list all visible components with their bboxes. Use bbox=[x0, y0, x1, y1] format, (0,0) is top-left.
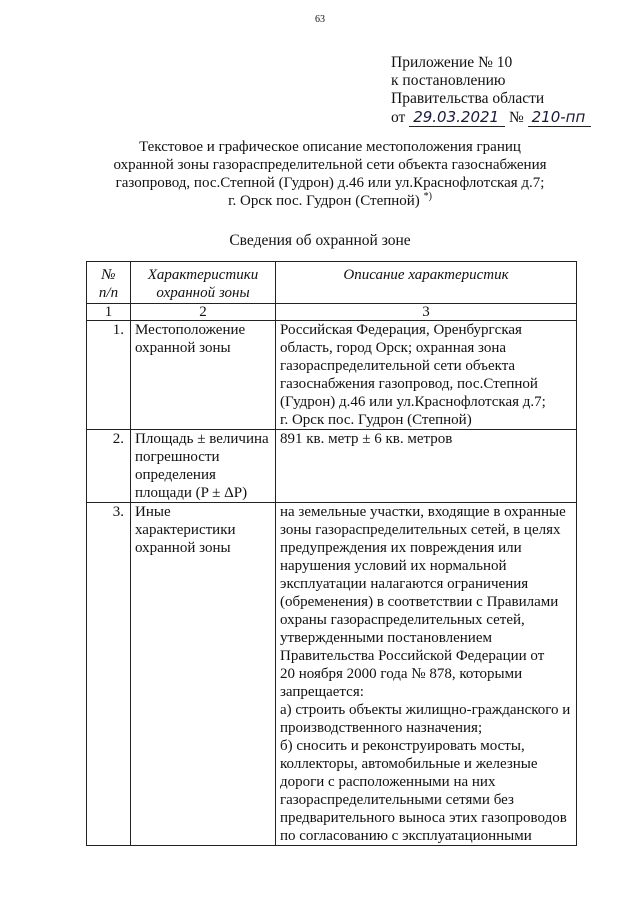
table-row bbox=[87, 321, 577, 430]
row-number: 3. bbox=[87, 503, 131, 846]
header-cell-characteristics bbox=[131, 262, 276, 304]
handwritten-number: 210-пп bbox=[528, 108, 592, 127]
appendix-date-line bbox=[391, 108, 591, 127]
cell-line: (обременения) в соответствии с Правилами bbox=[280, 594, 559, 610]
table-row bbox=[87, 503, 577, 846]
cell-line: охранной зоны bbox=[135, 540, 231, 556]
cell-line: г. Орск пос. Гудрон (Степной) bbox=[280, 412, 472, 428]
row-description bbox=[276, 503, 577, 846]
header-cell-description bbox=[276, 262, 577, 304]
header-text: Описание характеристик bbox=[343, 267, 509, 283]
header-text: № bbox=[101, 267, 116, 283]
table-row bbox=[87, 430, 577, 503]
document-title bbox=[70, 138, 590, 210]
appendix-block bbox=[391, 54, 591, 127]
row-description bbox=[276, 321, 577, 430]
header-text: п/п bbox=[98, 285, 119, 301]
title-line: газопровод, пос.Степной (Гудрон) д.46 или ул.Краснофлотская д.7; bbox=[115, 175, 545, 191]
row-characteristic bbox=[131, 503, 276, 846]
cell-line: зоны газораспределительных сетей, в целях bbox=[280, 522, 561, 538]
title-line: охранной зоны газораспределительной сети объекта газоснабжения bbox=[113, 157, 547, 173]
cell-line: по согласованию с эксплуатационными bbox=[280, 828, 532, 844]
cell-line: характеристики bbox=[135, 522, 236, 538]
section-subtitle: Сведения об охранной зоне bbox=[229, 232, 411, 249]
header-text: охранной зоны bbox=[156, 285, 250, 301]
cell-line: 891 кв. метр ± 6 кв. метров bbox=[280, 431, 453, 447]
handwritten-date: 29.03.2021 bbox=[409, 108, 505, 127]
title-line: Текстовое и графическое описание местоположения границ bbox=[139, 139, 521, 155]
cell-line: газораспределительными сетями без bbox=[280, 792, 514, 808]
cell-line: Иные bbox=[135, 504, 171, 520]
appendix-line: к постановлению bbox=[391, 72, 506, 89]
cell-line: 20 ноября 2000 года № 878, которыми bbox=[280, 666, 523, 682]
cell-line: а) строить объекты жилищно-гражданского и bbox=[280, 702, 571, 718]
cell-line: б) сносить и реконструировать мосты, bbox=[280, 738, 525, 754]
page-number: 63 bbox=[315, 14, 325, 25]
column-number-row bbox=[87, 304, 577, 321]
cell-line: погрешности bbox=[135, 449, 220, 465]
cell-line: запрещается: bbox=[280, 684, 364, 700]
footnote-mark: *) bbox=[423, 191, 432, 202]
cell-line: предварительного выноса этих газопроводов bbox=[280, 810, 567, 826]
cell-line: утвержденными постановлением bbox=[280, 630, 492, 646]
row-description bbox=[276, 430, 577, 503]
cell-line: (Гудрон) д.46 или ул.Краснофлотская д.7; bbox=[280, 394, 546, 410]
cell-line: определения bbox=[135, 467, 216, 483]
cell-line: предупреждения их повреждения или bbox=[280, 540, 522, 556]
column-number: 2 bbox=[131, 304, 276, 321]
cell-line: охранной зоны bbox=[135, 340, 231, 356]
from-prefix: от bbox=[391, 109, 406, 126]
title-line-last bbox=[70, 192, 590, 210]
column-number: 1 bbox=[87, 304, 131, 321]
row-number: 1. bbox=[87, 321, 131, 430]
number-sign: № bbox=[508, 109, 524, 126]
cell-line: охраны газораспределительных сетей, bbox=[280, 612, 525, 628]
header-cell-number bbox=[87, 262, 131, 304]
row-characteristic bbox=[131, 321, 276, 430]
zone-info-table bbox=[86, 261, 577, 846]
cell-line: эксплуатации налагаются ограничения bbox=[280, 576, 529, 592]
cell-line: газоснабжения газопровод, пос.Степной bbox=[280, 376, 538, 392]
cell-line: Местоположение bbox=[135, 322, 246, 338]
row-characteristic bbox=[131, 430, 276, 503]
appendix-line: Правительства области bbox=[391, 90, 545, 107]
table-header-row bbox=[87, 262, 577, 304]
row-number: 2. bbox=[87, 430, 131, 503]
cell-line: Российская Федерация, Оренбургская bbox=[280, 322, 522, 338]
title-line: г. Орск пос. Гудрон (Степной) bbox=[228, 193, 420, 209]
cell-line: на земельные участки, входящие в охранные bbox=[280, 504, 566, 520]
cell-line: производственного назначения; bbox=[280, 720, 483, 736]
cell-line: площади (P ± ΔP) bbox=[135, 485, 248, 501]
cell-line: коллекторы, автомобильные и железные bbox=[280, 756, 538, 772]
cell-line: нарушения условий их нормальной bbox=[280, 558, 507, 574]
header-text: Характеристики bbox=[147, 267, 259, 283]
cell-line: дороги с расположенными на них bbox=[280, 774, 496, 790]
appendix-line: Приложение № 10 bbox=[391, 54, 513, 71]
cell-line: Площадь ± величина bbox=[135, 431, 269, 447]
column-number: 3 bbox=[276, 304, 577, 321]
cell-line: газораспределительной сети объекта bbox=[280, 358, 516, 374]
cell-line: Правительства Российской Федерации от bbox=[280, 648, 545, 664]
cell-line: область, город Орск; охранная зона bbox=[280, 340, 507, 356]
